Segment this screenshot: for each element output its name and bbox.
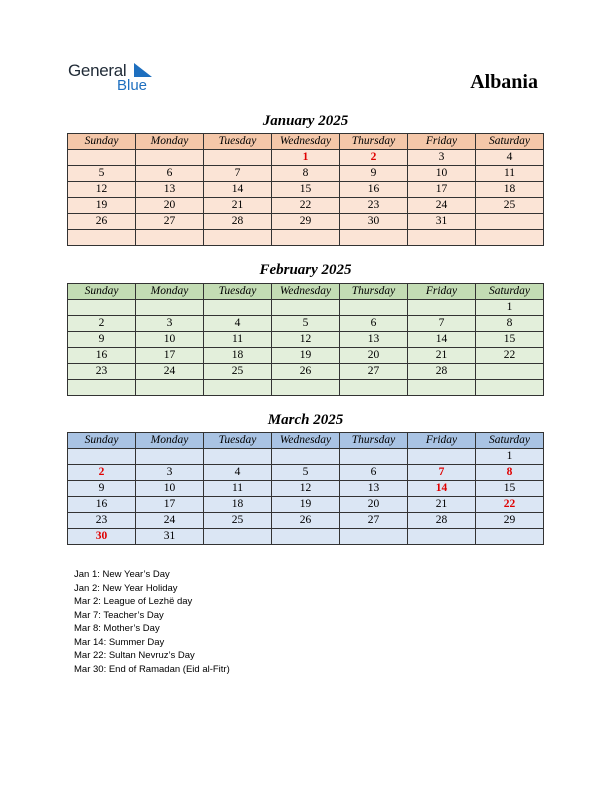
weekday-header-monday: Monday: [136, 134, 204, 150]
calendar-day: 17: [136, 348, 204, 364]
weekday-header-sunday: Sunday: [68, 284, 136, 300]
calendar-week-row: [68, 481, 544, 497]
calendar-empty-cell: [408, 529, 476, 545]
calendar-empty-cell: [68, 230, 136, 246]
weekday-header-wednesday: Wednesday: [272, 134, 340, 150]
calendar-day: 22: [476, 497, 544, 513]
calendar-day: 19: [272, 348, 340, 364]
calendar-empty-cell: [136, 300, 204, 316]
holiday-item: Mar 22: Sultan Nevruz’s Day: [74, 650, 195, 661]
holiday-item: Jan 1: New Year’s Day: [74, 569, 170, 580]
country-title: Albania: [470, 71, 538, 93]
calendar-week-row: [68, 497, 544, 513]
calendar-day: 28: [204, 214, 272, 230]
holiday-item: Jan 2: New Year Holiday: [74, 582, 178, 594]
calendar-day: 3: [136, 316, 204, 332]
calendar-day: 3: [408, 150, 476, 166]
calendar-day: 14: [204, 182, 272, 198]
weekday-header-thursday: Thursday: [340, 284, 408, 300]
calendar-empty-cell: [68, 300, 136, 316]
holiday-item: Mar 14: Summer Day: [74, 636, 165, 648]
calendar-day: 23: [340, 198, 408, 214]
calendar-empty-cell: [476, 230, 544, 246]
calendar-day: 9: [68, 481, 136, 497]
calendar-day: 9: [68, 332, 136, 348]
calendar-day: 19: [68, 198, 136, 214]
logo-flag-icon: [132, 63, 152, 77]
calendar-march: [67, 432, 544, 545]
calendar-day: 1: [272, 150, 340, 166]
calendar-week-row: [68, 465, 544, 481]
calendar-empty-cell: [408, 449, 476, 465]
calendar-empty-cell: [272, 230, 340, 246]
calendar-day: 26: [272, 513, 340, 529]
calendar-day: 4: [204, 465, 272, 481]
calendar-day: 2: [68, 465, 136, 481]
calendar-empty-cell: [204, 380, 272, 396]
calendar-day: 30: [68, 529, 136, 545]
calendar-empty-cell: [476, 529, 544, 545]
logo-general-text: General: [68, 61, 127, 80]
calendar-day: 25: [476, 198, 544, 214]
calendar-empty-cell: [476, 364, 544, 380]
weekday-header-friday: Friday: [408, 134, 476, 150]
calendar-day: 20: [340, 348, 408, 364]
calendar-day: 26: [272, 364, 340, 380]
calendar-day: 6: [136, 166, 204, 182]
calendar-day: 24: [136, 364, 204, 380]
calendar-day: 22: [476, 348, 544, 364]
calendar-day: 10: [408, 166, 476, 182]
calendar-empty-cell: [68, 380, 136, 396]
calendar-day: 8: [476, 465, 544, 481]
calendar-day: 11: [204, 332, 272, 348]
calendar-day: 26: [68, 214, 136, 230]
calendar-week-row: [68, 300, 544, 316]
calendar-day: 12: [272, 481, 340, 497]
calendar-week-row: [68, 316, 544, 332]
calendar-day: 19: [272, 497, 340, 513]
calendar-empty-cell: [340, 380, 408, 396]
calendar-empty-cell: [136, 150, 204, 166]
calendar-day: 13: [136, 182, 204, 198]
calendar-empty-cell: [204, 230, 272, 246]
calendar-day: 25: [204, 513, 272, 529]
holiday-item: Mar 8: Mother’s Day: [74, 623, 160, 634]
calendar-february: [67, 283, 544, 396]
calendar-day: 23: [68, 364, 136, 380]
holiday-item: Mar 2: League of Lezhë day: [74, 596, 193, 607]
calendar-day: 18: [476, 182, 544, 198]
calendar-day: 27: [340, 364, 408, 380]
calendar-empty-cell: [408, 300, 476, 316]
calendar-day: 17: [136, 497, 204, 513]
month-title-january: January 2025: [262, 113, 349, 129]
calendar-day: 24: [408, 198, 476, 214]
calendar-day: 14: [408, 332, 476, 348]
calendar-day: 10: [136, 332, 204, 348]
calendar-week-row: [68, 198, 544, 214]
weekday-header-saturday: Saturday: [476, 134, 544, 150]
weekday-header-thursday: Thursday: [340, 433, 408, 449]
calendar-day: 29: [476, 513, 544, 529]
calendar-day: 27: [340, 513, 408, 529]
calendar-day: 21: [204, 198, 272, 214]
calendar-empty-cell: [408, 380, 476, 396]
calendar-day: 5: [272, 316, 340, 332]
weekday-header-tuesday: Tuesday: [204, 433, 272, 449]
calendar-day: 30: [340, 214, 408, 230]
calendar-day: 8: [476, 316, 544, 332]
weekday-header-friday: Friday: [408, 284, 476, 300]
calendar-day: 15: [476, 481, 544, 497]
month-title-february: February 2025: [259, 262, 352, 278]
calendar-day: 12: [68, 182, 136, 198]
calendar-day: 3: [136, 465, 204, 481]
calendar-empty-cell: [68, 150, 136, 166]
calendar-day: 31: [136, 529, 204, 545]
calendar-day: 17: [408, 182, 476, 198]
weekday-header-wednesday: Wednesday: [272, 284, 340, 300]
month-title-march: March 2025: [267, 412, 344, 428]
calendar-week-row: [68, 529, 544, 545]
calendar-day: 29: [272, 214, 340, 230]
calendar-day: 10: [136, 481, 204, 497]
calendar-empty-cell: [204, 300, 272, 316]
calendar-day: 9: [340, 166, 408, 182]
calendar-day: 18: [204, 497, 272, 513]
calendar-day: 7: [408, 465, 476, 481]
calendar-day: 4: [476, 150, 544, 166]
calendar-week-row: [68, 182, 544, 198]
calendar-empty-cell: [272, 449, 340, 465]
calendar-day: 24: [136, 513, 204, 529]
calendar-day: 13: [340, 332, 408, 348]
calendar-day: 31: [408, 214, 476, 230]
weekday-header-thursday: Thursday: [340, 134, 408, 150]
calendar-day: 6: [340, 465, 408, 481]
calendar-day: 12: [272, 332, 340, 348]
weekday-header-sunday: Sunday: [68, 433, 136, 449]
calendar-day: 23: [68, 513, 136, 529]
calendar-week-row: [68, 513, 544, 529]
calendar-january: [67, 133, 544, 246]
calendar-day: 5: [68, 166, 136, 182]
calendar-empty-cell: [340, 449, 408, 465]
calendar-week-row: [68, 166, 544, 182]
calendar-day: 20: [340, 497, 408, 513]
calendar-empty-cell: [68, 449, 136, 465]
calendar-empty-cell: [476, 380, 544, 396]
weekday-header-saturday: Saturday: [476, 433, 544, 449]
holiday-item: Mar 7: Teacher’s Day: [74, 609, 164, 621]
calendar-day: 4: [204, 316, 272, 332]
calendar-week-row: [68, 332, 544, 348]
calendar-empty-cell: [272, 529, 340, 545]
calendar-empty-cell: [340, 230, 408, 246]
calendar-day: 15: [272, 182, 340, 198]
calendar-day: 1: [476, 449, 544, 465]
calendar-week-row: [68, 214, 544, 230]
calendar-empty-cell: [204, 529, 272, 545]
calendar-empty-cell: [204, 449, 272, 465]
calendar-day: 28: [408, 513, 476, 529]
calendar-empty-cell: [272, 300, 340, 316]
weekday-header-tuesday: Tuesday: [204, 284, 272, 300]
calendar-day: 2: [340, 150, 408, 166]
calendar-week-row: [68, 348, 544, 364]
calendar-week-row: [68, 380, 544, 396]
calendar-empty-cell: [340, 529, 408, 545]
calendar-day: 16: [68, 348, 136, 364]
calendar-day: 28: [408, 364, 476, 380]
calendar-day: 14: [408, 481, 476, 497]
calendar-day: 16: [340, 182, 408, 198]
calendar-empty-cell: [136, 449, 204, 465]
calendar-day: 11: [204, 481, 272, 497]
calendar-day: 18: [204, 348, 272, 364]
calendar-empty-cell: [340, 300, 408, 316]
weekday-header-saturday: Saturday: [476, 284, 544, 300]
calendar-day: 16: [68, 497, 136, 513]
logo-blue-text: Blue: [117, 77, 148, 94]
logo: [68, 61, 168, 95]
calendar-empty-cell: [136, 230, 204, 246]
calendar-empty-cell: [204, 150, 272, 166]
calendar-day: 27: [136, 214, 204, 230]
calendar-day: 15: [476, 332, 544, 348]
calendar-empty-cell: [272, 380, 340, 396]
calendar-day: 11: [476, 166, 544, 182]
calendar-day: 20: [136, 198, 204, 214]
calendar-day: 22: [272, 198, 340, 214]
calendar-day: 7: [204, 166, 272, 182]
calendar-day: 6: [340, 316, 408, 332]
calendar-week-row: [68, 449, 544, 465]
weekday-header-wednesday: Wednesday: [272, 433, 340, 449]
weekday-header-monday: Monday: [136, 284, 204, 300]
calendar-week-row: [68, 364, 544, 380]
calendar-day: 25: [204, 364, 272, 380]
weekday-header-monday: Monday: [136, 433, 204, 449]
weekday-header-tuesday: Tuesday: [204, 134, 272, 150]
calendar-day: 8: [272, 166, 340, 182]
calendar-empty-cell: [136, 380, 204, 396]
weekday-header-sunday: Sunday: [68, 134, 136, 150]
calendar-day: 5: [272, 465, 340, 481]
calendar-day: 21: [408, 348, 476, 364]
calendar-day: 2: [68, 316, 136, 332]
calendar-week-row: [68, 150, 544, 166]
calendar-day: 7: [408, 316, 476, 332]
weekday-header-friday: Friday: [408, 433, 476, 449]
calendar-week-row: [68, 230, 544, 246]
calendar-day: 13: [340, 481, 408, 497]
holiday-item: Mar 30: End of Ramadan (Eid al-Fitr): [74, 663, 230, 675]
holiday-list: [74, 568, 230, 676]
calendar-empty-cell: [408, 230, 476, 246]
calendar-day: 1: [476, 300, 544, 316]
calendar-empty-cell: [476, 214, 544, 230]
calendar-day: 21: [408, 497, 476, 513]
